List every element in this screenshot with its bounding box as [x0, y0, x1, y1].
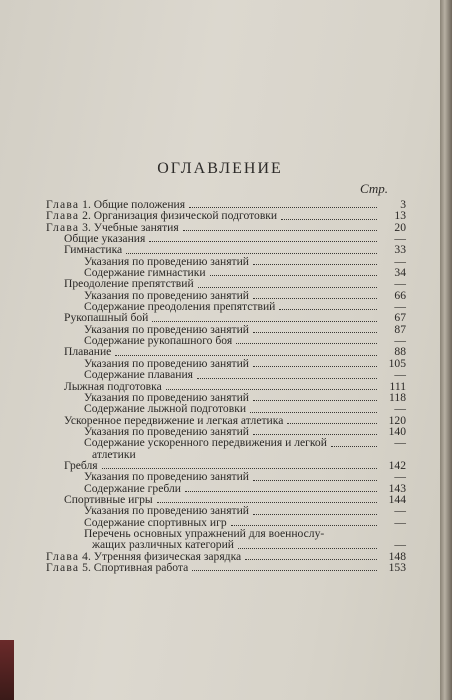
- toc-entry-text: атлетики: [92, 447, 136, 461]
- dot-leader: [197, 377, 377, 379]
- dot-leader: [166, 388, 377, 390]
- toc-entry-page: —: [394, 515, 406, 529]
- toc-entry-text: Указания по проведению занятий: [84, 424, 250, 438]
- toc-entry-page: 66: [394, 288, 406, 302]
- book-cover-corner: [0, 640, 14, 700]
- dot-leader: [331, 445, 377, 447]
- toc-entry-text: Указания по проведению занятий: [84, 288, 250, 302]
- toc-entry-text: Содержание гимнастики: [84, 266, 206, 280]
- page-column-label: Стр.: [360, 181, 388, 196]
- toc-entry-page: 120: [388, 413, 406, 427]
- dot-leader: [198, 286, 377, 288]
- toc-entry-title: [92, 449, 136, 460]
- dot-leader: [250, 411, 377, 413]
- toc-entry-text: Содержание преодоления препятствий: [84, 300, 276, 314]
- toc-entry-text: 2. Организация физической подготовки: [82, 209, 278, 223]
- toc-entry-page: 20: [394, 220, 406, 234]
- dot-leader: [183, 229, 377, 231]
- toc-entry-page: —: [394, 538, 406, 552]
- chapter-word: Глава: [46, 549, 80, 563]
- toc-entry-page: 88: [394, 345, 406, 359]
- dot-leader: [210, 274, 377, 276]
- toc-entry-page: —: [394, 277, 406, 291]
- chapter-word: Глава: [46, 220, 80, 234]
- dot-leader: [279, 308, 377, 310]
- dot-leader: [140, 457, 377, 458]
- toc-entry-text: Указания по проведению занятий: [84, 254, 250, 268]
- chapter-word: Глава: [46, 198, 80, 211]
- toc-entry-page: 34: [394, 266, 406, 280]
- toc-entry-text: жащих различных категорий: [92, 538, 235, 552]
- dot-leader: [115, 354, 377, 356]
- dot-leader: [328, 536, 377, 537]
- toc-entry: [46, 449, 406, 460]
- toc-entry-page: —: [394, 300, 406, 314]
- dot-leader: [231, 524, 377, 526]
- toc-entry-text: Перечень основных упражнений для военнослу-: [84, 526, 325, 540]
- dot-leader: [236, 342, 377, 344]
- dot-leader: [189, 206, 377, 208]
- toc-entry-page: —: [394, 402, 406, 416]
- toc-entry-page: 105: [388, 356, 406, 370]
- toc-entry-text: 5. Спортивная работа: [82, 561, 189, 574]
- toc-entry-page: 118: [389, 390, 406, 404]
- chapter-word: Глава: [46, 561, 80, 574]
- toc-entry-page: —: [394, 232, 406, 246]
- toc-entry-page: 87: [394, 322, 406, 336]
- toc-entry-text: Гребля: [64, 458, 98, 472]
- toc-entry-text: Общие указания: [64, 232, 146, 246]
- toc-entry-page: —: [394, 368, 406, 382]
- toc-entry-page: 144: [388, 492, 406, 506]
- toc-entry-text: Содержание рукопашного боя: [84, 334, 233, 348]
- dot-leader: [253, 399, 377, 401]
- dot-leader: [253, 365, 377, 367]
- toc-entry-page: —: [394, 254, 406, 268]
- toc-entry-text: Преодоление препятствий: [64, 277, 194, 291]
- toc-entry-page: 153: [388, 561, 406, 574]
- dot-leader: [238, 547, 377, 549]
- toc-entry-page: 111: [389, 379, 406, 393]
- toc-entry-page: 13: [394, 209, 406, 223]
- chapter-word: Глава: [46, 209, 80, 223]
- dot-leader: [253, 297, 377, 299]
- toc-entry-text: Содержание спортивных игр: [84, 515, 227, 529]
- dot-leader: [253, 263, 377, 265]
- book-edge: [440, 0, 452, 700]
- toc-entry-text: 4. Утренняя физическая зарядка: [82, 549, 242, 563]
- toc-entry-title: [46, 562, 188, 573]
- dot-leader: [253, 479, 377, 481]
- dot-leader: [157, 501, 377, 503]
- toc-entry-page: —: [394, 436, 406, 450]
- dot-leader: [149, 240, 377, 242]
- toc-entry-page: 140: [388, 424, 406, 438]
- dot-leader: [152, 320, 377, 322]
- toc-entry-page: 3: [400, 198, 406, 211]
- dot-leader: [126, 252, 377, 254]
- toc-entry-text: Гимнастика: [64, 243, 123, 257]
- dot-leader: [102, 467, 377, 469]
- toc-entry-text: Содержание плавания: [84, 368, 193, 382]
- toc-entry-page: 143: [388, 481, 406, 495]
- toc-entry-page: 148: [388, 549, 406, 563]
- toc-entry-text: Ускоренное передвижение и легкая атлетика: [64, 413, 284, 427]
- toc-entry-page: —: [394, 470, 406, 484]
- dot-leader: [192, 569, 377, 571]
- dot-leader: [253, 331, 377, 333]
- toc-entry-text: Содержание гребли: [84, 481, 181, 495]
- dot-leader: [185, 490, 377, 492]
- dot-leader: [287, 422, 377, 424]
- toc-entry-text: Указания по проведению занятий: [84, 356, 250, 370]
- toc-entry-page: 33: [394, 243, 406, 257]
- toc-list: [46, 199, 406, 573]
- toc-entry-text: Указания по проведению занятий: [84, 470, 250, 484]
- toc-entry-page: 142: [388, 458, 406, 472]
- dot-leader: [253, 433, 377, 435]
- toc-entry-text: Лыжная подготовка: [64, 379, 162, 393]
- toc-entry-page: —: [394, 334, 406, 348]
- toc-entry-text: Содержание ускоренного передвижения и легкой: [84, 436, 327, 450]
- toc-entry-page: —: [394, 504, 406, 518]
- dot-leader: [281, 218, 377, 220]
- toc-entry-text: Указания по проведению занятий: [84, 504, 250, 518]
- toc-entry-text: Указания по проведению занятий: [84, 322, 250, 336]
- toc-entry-text: Указания по проведению занятий: [84, 390, 250, 404]
- toc-entry: [46, 562, 406, 573]
- toc-entry-text: 1. Общие положения: [82, 198, 186, 211]
- toc-entry-text: 3. Учебные занятия: [82, 220, 179, 234]
- toc-heading: ОГЛАВЛЕНИЕ: [157, 160, 283, 177]
- dot-leader: [245, 558, 377, 560]
- toc-entry-text: Спортивные игры: [64, 492, 153, 506]
- dot-leader: [253, 513, 377, 515]
- toc-entry-text: Плавание: [64, 345, 112, 359]
- toc-entry-text: Содержание лыжной подготовки: [84, 402, 247, 416]
- toc-entry-page: 67: [394, 311, 406, 325]
- toc-entry-text: Рукопашный бой: [64, 311, 149, 325]
